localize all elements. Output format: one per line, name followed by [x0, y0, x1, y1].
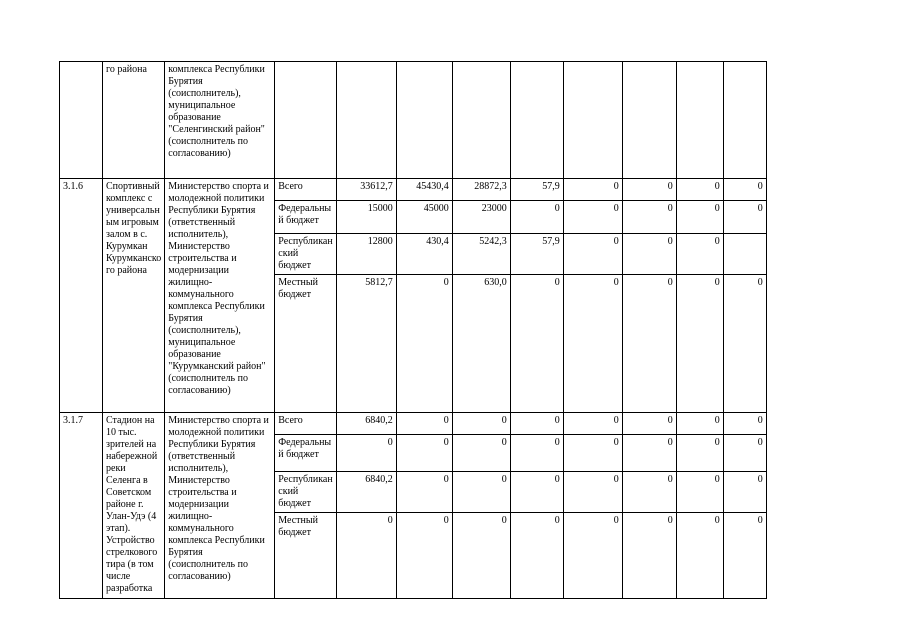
cell-value: 0 — [396, 435, 452, 472]
cell-value: 0 — [563, 513, 622, 599]
table-row — [60, 413, 767, 435]
cell-executor: Министерство спорта и молодежной политики Республики Бурятия (ответственный исполнитель), Министерство строительства и модернизации жилищно-коммунального комплекса Республики Бурятия (соисполнитель), муниципальное образование "Курумканский район" (соисполнитель по согласованию) — [165, 179, 275, 413]
cell-value: 45430,4 — [396, 179, 452, 201]
cell-value: 57,9 — [510, 234, 563, 275]
cell-value: 0 — [396, 275, 452, 413]
cell-source: Местный бюджет — [275, 513, 336, 599]
cell-source: Республикан ский бюджет — [275, 234, 336, 275]
cell-object-name: го района — [103, 62, 165, 179]
cell-value: 28872,3 — [452, 179, 510, 201]
cell-number: 3.1.6 — [60, 179, 103, 413]
cell-value: 0 — [723, 435, 766, 472]
cell-value: 45000 — [396, 201, 452, 234]
cell-value: 0 — [676, 413, 723, 435]
table-row — [60, 179, 767, 201]
cell-value: 0 — [510, 413, 563, 435]
cell-value: 430,4 — [396, 234, 452, 275]
cell-value: 0 — [723, 413, 766, 435]
cell-value: 630,0 — [452, 275, 510, 413]
cell-value: 12800 — [336, 234, 396, 275]
cell-value: 0 — [563, 201, 622, 234]
cell-value: 15000 — [336, 201, 396, 234]
cell-value: 0 — [676, 179, 723, 201]
cell-value: 0 — [563, 413, 622, 435]
cell-value: 0 — [622, 513, 676, 599]
cell-value: 0 — [510, 435, 563, 472]
cell-source: Всего — [275, 179, 336, 201]
cell-value: 0 — [510, 201, 563, 234]
cell-value: 0 — [676, 472, 723, 513]
cell-value: 5812,7 — [336, 275, 396, 413]
cell-value: 0 — [723, 513, 766, 599]
cell-value: 0 — [510, 472, 563, 513]
cell-value: 0 — [452, 513, 510, 599]
cell-value — [723, 234, 766, 275]
cell-value: 0 — [622, 179, 676, 201]
cell-value: 6840,2 — [336, 413, 396, 435]
cell-object-name: Спортивный комплекс с универсальн ым игровым залом в с. Курумкан Курумканско го района — [103, 179, 165, 413]
cell-source: Федеральны й бюджет — [275, 435, 336, 472]
cell-value: 0 — [622, 413, 676, 435]
cell-value: 0 — [563, 472, 622, 513]
cell-value: 0 — [622, 472, 676, 513]
cell-value: 0 — [563, 275, 622, 413]
cell-executor: Министерство спорта и молодежной политики Республики Бурятия (ответственный исполнитель), Министерство строительства и модернизации жилищно-коммунального комплекса Республики Бурятия (соисполнитель по согласованию) — [165, 413, 275, 599]
cell-value: 6840,2 — [336, 472, 396, 513]
cell-value: 0 — [622, 201, 676, 234]
cell-value: 0 — [563, 435, 622, 472]
cell-value: 0 — [452, 435, 510, 472]
cell-value: 0 — [676, 201, 723, 234]
cell-value: 0 — [510, 513, 563, 599]
cell-value: 0 — [723, 201, 766, 234]
cell-value: 0 — [622, 234, 676, 275]
cell-value: 0 — [336, 435, 396, 472]
cell-value: 0 — [396, 413, 452, 435]
cell-source: Местный бюджет — [275, 275, 336, 413]
cell-value: 0 — [452, 413, 510, 435]
cell-value: 0 — [622, 275, 676, 413]
cell-value: 0 — [676, 234, 723, 275]
cell-value: 0 — [723, 275, 766, 413]
cell-value: 23000 — [452, 201, 510, 234]
cell-number — [60, 62, 103, 179]
cell-number: 3.1.7 — [60, 413, 103, 599]
cell-source: Федеральны й бюджет — [275, 201, 336, 234]
cell-source: Всего — [275, 413, 336, 435]
cell-value: 57,9 — [510, 179, 563, 201]
budget-table — [59, 61, 767, 599]
cell-object-name: Стадион на 10 тыс. зрителей на набережной реки Селенга в Советском районе г. Улан-Удэ (4 этап). Устройство стрелкового тира (в том числе разработка — [103, 413, 165, 599]
cell-value: 0 — [396, 513, 452, 599]
cell-source: Республикан ский бюджет — [275, 472, 336, 513]
cell-value: 0 — [336, 513, 396, 599]
cell-value: 0 — [676, 275, 723, 413]
cell-value: 5242,3 — [452, 234, 510, 275]
cell-value: 0 — [723, 179, 766, 201]
cell-value: 0 — [452, 472, 510, 513]
cell-value: 0 — [510, 275, 563, 413]
cell-value: 33612,7 — [336, 179, 396, 201]
cell-value: 0 — [622, 435, 676, 472]
cell-value: 0 — [723, 472, 766, 513]
cell-value: 0 — [563, 234, 622, 275]
cell-value: 0 — [676, 513, 723, 599]
cell-value: 0 — [563, 179, 622, 201]
cell-executor: комплекса Республики Бурятия (соисполнитель), муниципальное образование "Селенгинский район" (соисполнитель по согласованию) — [165, 62, 275, 179]
cell-value: 0 — [676, 435, 723, 472]
document-page — [59, 61, 767, 599]
table-row-continued — [60, 62, 767, 179]
cell-value: 0 — [396, 472, 452, 513]
